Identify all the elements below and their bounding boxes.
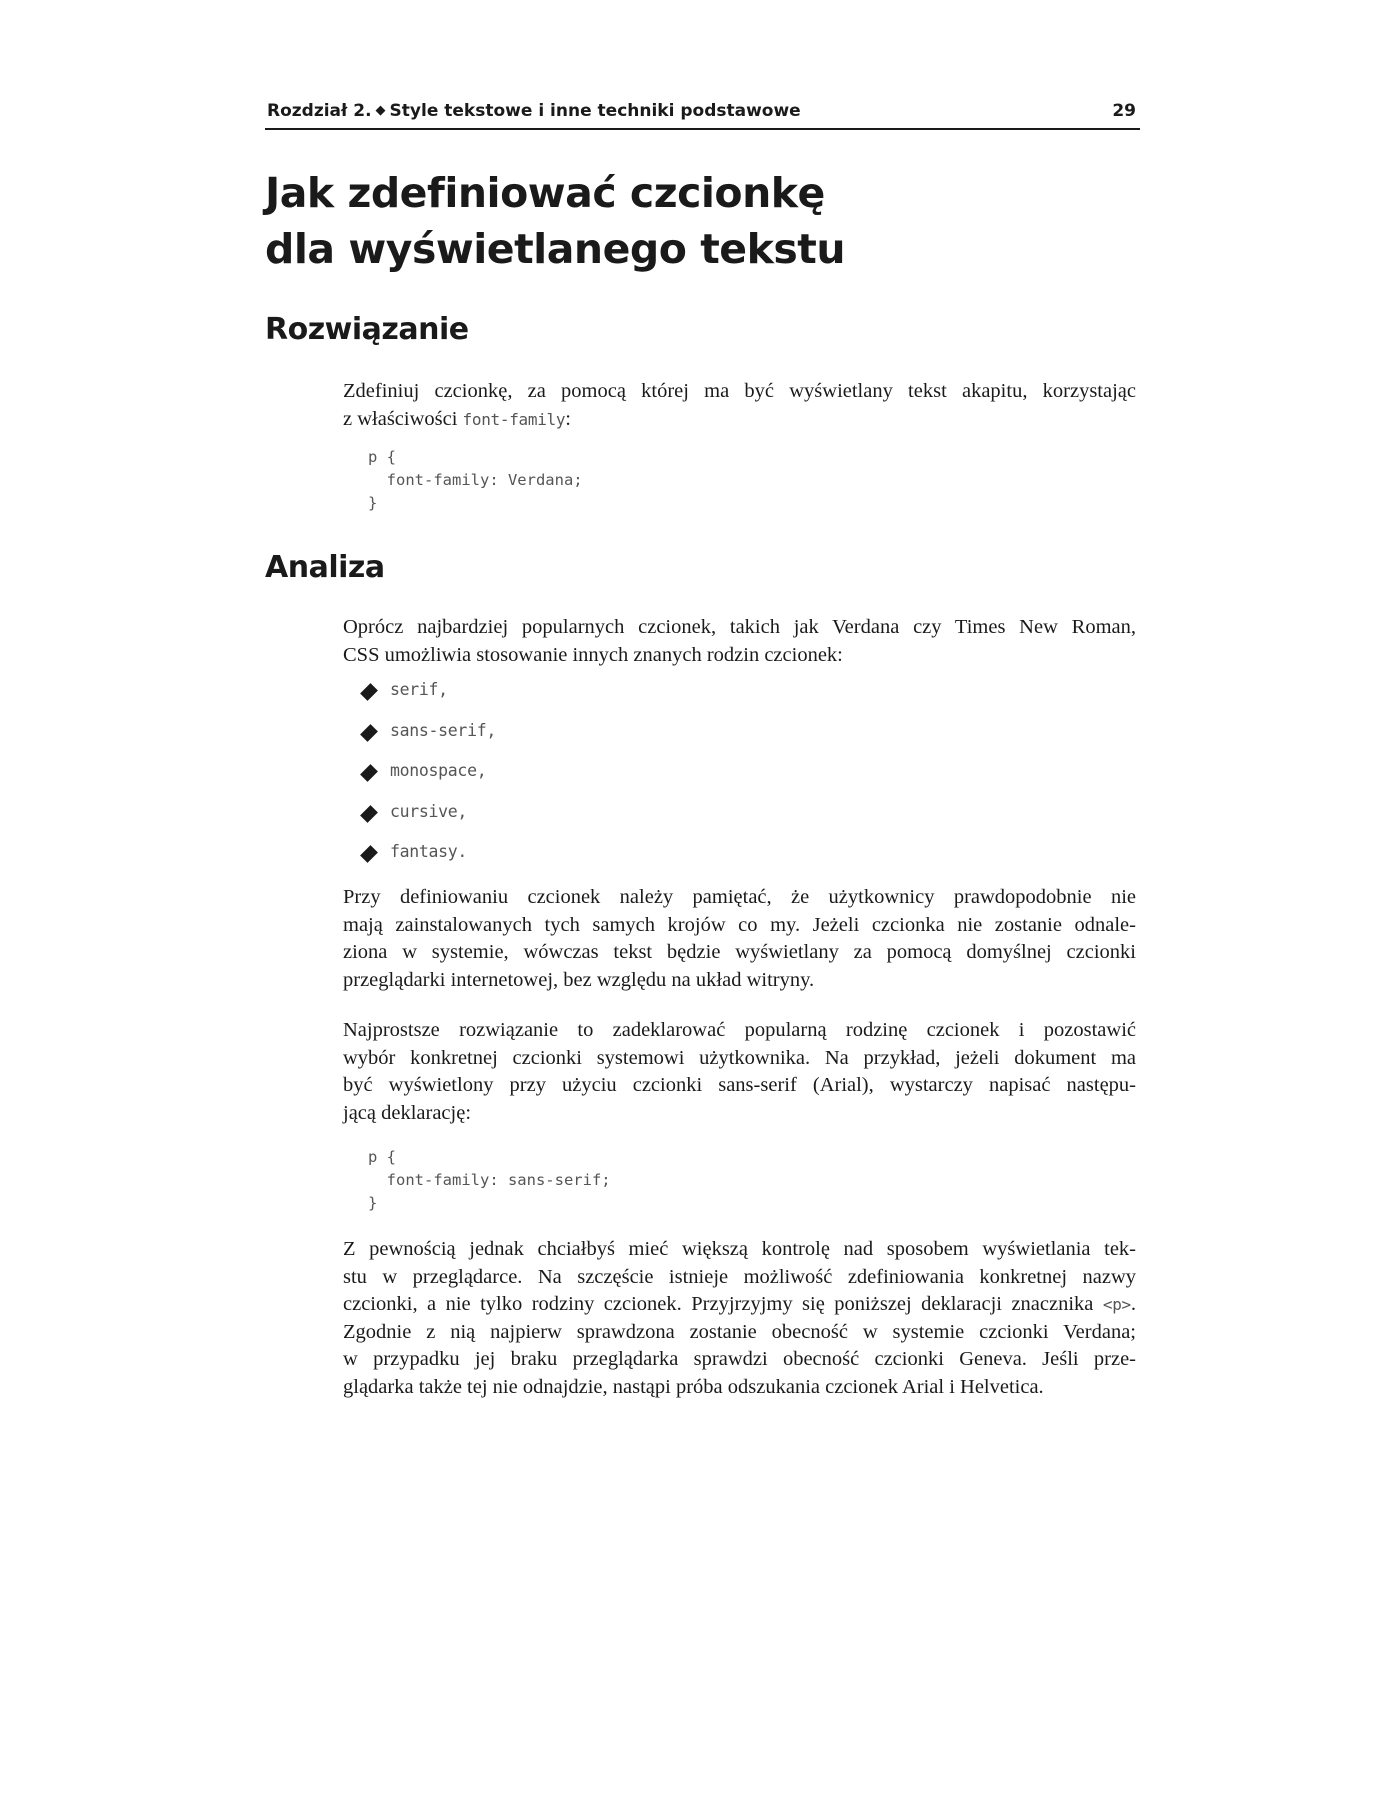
code-block-verdana: p { font-family: Verdana; }: [368, 448, 583, 512]
diamond-bullet-icon: [360, 764, 378, 782]
diamond-bullet-icon: [360, 805, 378, 823]
text-line: [343, 1291, 1136, 1319]
diamond-separator-icon: ◆: [375, 103, 386, 118]
text-line: mają zainstalowanych tych samych krojów co my. Jeżeli czcionka nie zostanie odnale-: [343, 913, 1136, 936]
diamond-bullet-icon: [360, 683, 378, 701]
inline-code: <p>: [1102, 1295, 1131, 1314]
chapter-section-title: Style tekstowe i inne techniki podstawowe: [389, 101, 801, 121]
analysis-paragraph-3: [343, 1017, 1136, 1127]
text-line: Zgodnie z nią najpierw sprawdzona zostanie obecność w systemie czcionki Verdana;: [343, 1320, 1136, 1343]
text-line: w przypadku jej braku przeglądarka sprawdzi obecność czcionki Geneva. Jeśli prze-: [343, 1348, 1136, 1370]
text-fragment: :: [565, 407, 571, 430]
text-line: [343, 406, 1136, 434]
page-title: [265, 165, 845, 277]
text-line: przeglądarki internetowej, bez względu na układ witryny.: [343, 968, 815, 991]
section-heading-solution: Rozwiązanie: [265, 312, 469, 347]
text-fragment: z właściwości: [343, 407, 463, 430]
list-item: [362, 842, 496, 883]
text-line: Najprostsze rozwiązanie to zadeklarować popularną rodzinę czcionek i pozostawić: [343, 1019, 1136, 1041]
text-line: glądarka także tej nie odnajdzie, nastąpi próba odszukania czcionek Arial i Helvetica.: [343, 1375, 1044, 1398]
list-item: [362, 802, 496, 843]
text-line: Zdefiniuj czcionkę, za pomocą której ma być wyświetlany tekst akapitu, korzystając: [343, 380, 1136, 402]
font-family-name: sans-serif,: [390, 720, 496, 740]
list-item: [362, 680, 496, 721]
text-fragment: .: [1130, 1293, 1136, 1315]
font-family-list: [362, 680, 496, 883]
list-item: [362, 721, 496, 762]
list-item: [362, 761, 496, 802]
text-line: CSS umożliwia stosowanie innych znanych rodzin czcionek:: [343, 643, 843, 666]
font-family-name: monospace,: [390, 761, 487, 780]
text-line: wybór konkretnej czcionki systemowi użytkownika. Na przykład, jeżeli dokument ma: [343, 1046, 1136, 1069]
running-header: [265, 100, 1140, 130]
text-line: jącą deklarację:: [343, 1101, 472, 1124]
text-line: Oprócz najbardziej popularnych czcionek, takich jak Verdana czy Times New Roman,: [343, 616, 1136, 638]
title-line-2: dla wyświetlanego tekstu: [265, 225, 846, 273]
code-block-sans-serif: p { font-family: sans-serif; }: [368, 1148, 611, 1212]
diamond-bullet-icon: [360, 724, 378, 742]
text-line: być wyświetlony przy użyciu czcionki sans-serif (Arial), wystarczy napisać następu-: [343, 1074, 1136, 1096]
font-family-name: fantasy.: [390, 842, 468, 861]
text-fragment: czcionki, a nie tylko rodziny czcionek. Przyjrzyjmy się poniższej deklaracji znacznika: [343, 1293, 1103, 1315]
font-family-name: serif,: [390, 680, 448, 699]
solution-paragraph: [343, 378, 1136, 433]
section-heading-analysis: Analiza: [265, 550, 385, 585]
text-line: Przy definiowaniu czcionek należy pamiętać, że użytkownicy prawdopodobnie nie: [343, 886, 1136, 908]
header-chapter: [267, 101, 801, 121]
text-line: Z pewnością jednak chciałbyś mieć większą kontrolę nad sposobem wyświetlania tek-: [343, 1238, 1136, 1260]
analysis-paragraph-4: [343, 1236, 1136, 1401]
analysis-paragraph-2: [343, 884, 1136, 994]
font-family-name: cursive,: [390, 801, 468, 821]
title-line-1: Jak zdefiniować czcionkę: [265, 169, 825, 217]
diamond-bullet-icon: [360, 845, 378, 863]
inline-code: font-family: [462, 409, 566, 429]
chapter-label: Rozdział 2.: [267, 101, 372, 121]
text-line: stu w przeglądarce. Na szczęście istnieje możliwość zdefiniowania konkretnej nazwy: [343, 1265, 1136, 1288]
text-line: ziona w systemie, wówczas tekst będzie wyświetlany za pomocą domyślnej czcionki: [343, 941, 1136, 963]
analysis-intro-paragraph: [343, 614, 1136, 669]
page-number: 29: [1112, 101, 1136, 121]
